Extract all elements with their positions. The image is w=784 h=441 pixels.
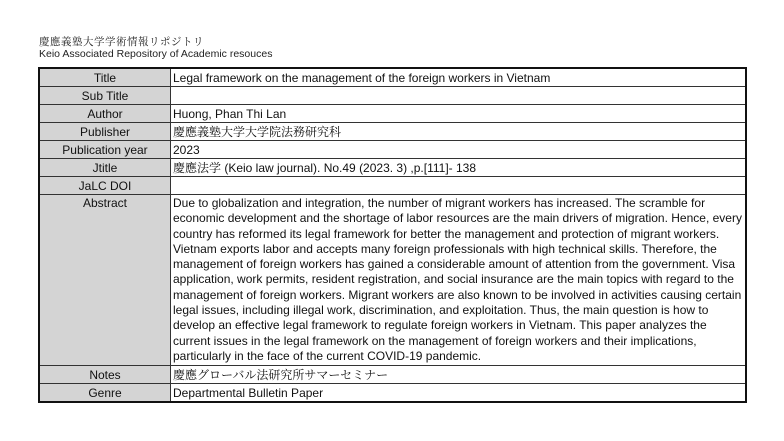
jalc-doi-label: JaLC DOI (39, 177, 171, 195)
row-genre (39, 384, 746, 403)
jtitle-label: Jtitle (39, 159, 171, 177)
row-title (39, 68, 746, 87)
jtitle-value: 慶應法学 (Keio law journal). No.49 (2023. 3) ,p.[111]- 138 (171, 159, 747, 177)
author-value: Huong, Phan Thi Lan (171, 105, 747, 123)
subtitle-value (171, 87, 747, 105)
repository-name-en: Keio Associated Repository of Academic resouces (39, 48, 273, 60)
notes-value: 慶應グローバル法研究所サマーセミナー (171, 366, 747, 384)
row-subtitle (39, 87, 746, 105)
abstract-label: Abstract (39, 195, 171, 366)
publisher-value: 慶應義塾大学大学院法務研究科 (171, 123, 747, 141)
publisher-label: Publisher (39, 123, 171, 141)
row-notes (39, 366, 746, 384)
author-label: Author (39, 105, 171, 123)
genre-value: Departmental Bulletin Paper (171, 384, 747, 403)
publication-year-label: Publication year (39, 141, 171, 159)
publication-year-value: 2023 (171, 141, 747, 159)
jalc-doi-value (171, 177, 747, 195)
repository-name-jp: 慶應義塾大学学術情報リポジトリ (39, 36, 204, 48)
row-jalc-doi (39, 177, 746, 195)
notes-label: Notes (39, 366, 171, 384)
row-jtitle (39, 159, 746, 177)
repository-header (39, 36, 272, 60)
abstract-value: Due to globalization and integration, the number of migrant workers has increased. The scramble for economic development and the shortage of labor resources are the main drivers of migration. Hence, every country has reformed its legal framework for better the management and protection of migrant workers. Vietnam exports labor and accepts many foreign professionals with high technical skills. Therefore, the management of foreign workers has gained a considerable amount of attention from the government. Visa application, work permits, resident registration, and social insurance are the main topics with regard to the management of foreign workers. Migrant workers are also known to be involved in activities causing certain legal issues, including illegal work, discrimination, and exploitation. Thus, the main question is how to develop an effective legal framework to regulate foreign workers in Vietnam. This paper analyzes the current issues in the legal framework on the management of foreign workers and their implications, particularly in the face of the current COVID-19 pandemic. (171, 195, 747, 366)
row-publisher (39, 123, 746, 141)
row-abstract (39, 195, 746, 366)
metadata-table (38, 67, 747, 403)
row-publication-year (39, 141, 746, 159)
row-author (39, 105, 746, 123)
subtitle-label: Sub Title (39, 87, 171, 105)
genre-label: Genre (39, 384, 171, 403)
title-label: Title (39, 68, 171, 87)
title-value: Legal framework on the management of the foreign workers in Vietnam (171, 68, 747, 87)
